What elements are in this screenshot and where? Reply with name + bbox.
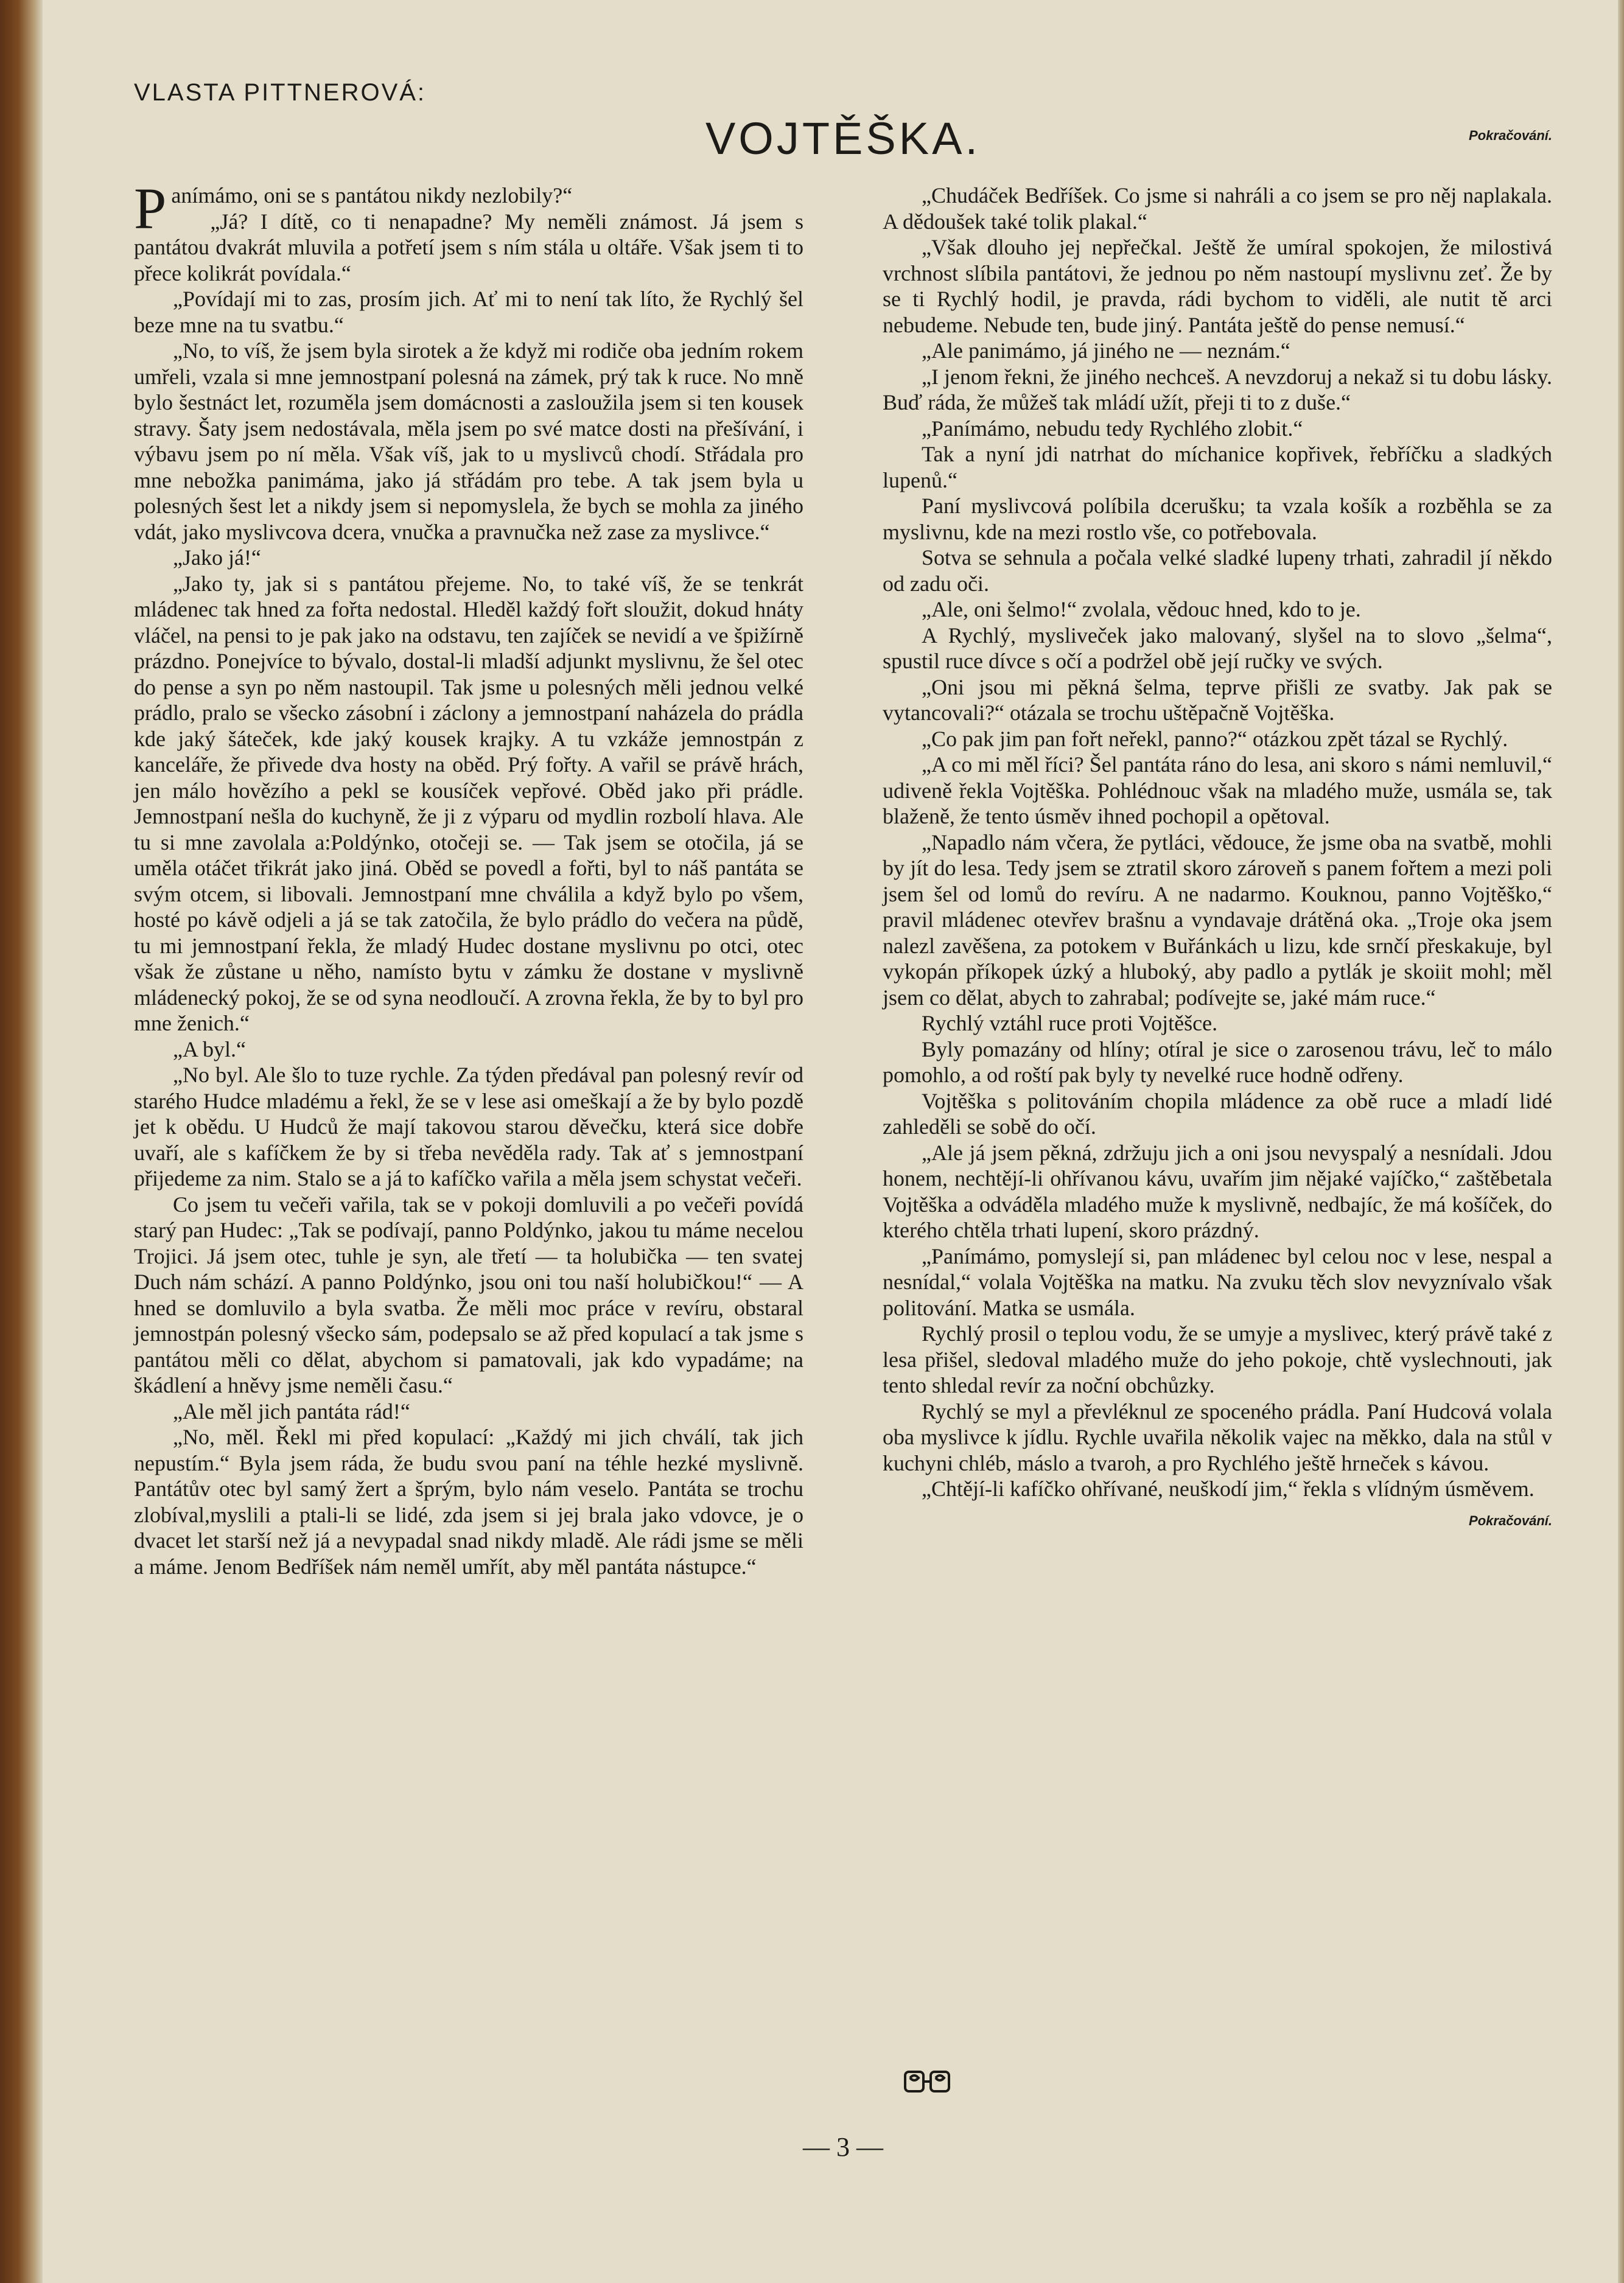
page-number: — 3 — [803, 2132, 883, 2162]
paragraph: Co jsem tu večeři vařila, tak se v pokoji domluvili a po večeři povídá starý pan Hudec: „Tak se podívají, panno Poldýnko, jakou tu máme necelou Trojici. Já jsem otec, tuhle je syn, ale třetí — ta holubička — ten svatej Duch nám schází. A panno Poldýnko, jsou oni tou naší holubičkou!“ — A hned se domluvilo a byla svatba. Že měli moc práce v revíru, obstaral jemnostpán polesný všecko sám, podepsalo se až před kopulací a tak jsme s pantátou měli co dělat, abychom si pamatovali, jak kdo vypadáme; na škádlení a hněvy jsme neměli času.“ [134, 1192, 803, 1397]
paragraph: „Panímámo, nebudu tedy Rychlého zlobit.“ [922, 416, 1303, 441]
paragraph: Rychlý prosil o teplou vodu, že se umyje a myslivec, který právě také z lesa přišel, sledoval mladého muže do jeho pokoje, chtě vyslechnouti, jak tento shledal revír za noční obchůzky. [883, 1321, 1552, 1397]
paragraph: „Chtějí-li kafíčko ohřívané, neuškodí jim,“ řekla s vlídným úsměvem. [922, 1477, 1535, 1501]
book-binding-edge [0, 0, 43, 2283]
paragraph: „Ale měl jich pantáta rád!“ [173, 1399, 410, 1424]
continued-label-top: Pokračování. [1469, 128, 1552, 143]
paragraph: „I jenom řekni, že jiného nechceš. A nevzdoruj a nekaž si tu dobu lásky. Buď ráda, že můžeš tak mládí užít, přeji ti to z duše.“ [883, 364, 1552, 414]
drop-cap: P [134, 176, 167, 241]
paragraph: „No, to víš, že jsem byla sirotek a že když mi rodiče oba jedním rokem umřeli, vzala si mne jemnostpaní polesná na zámek, prý tak k ruce. No mně bylo šestnáct let, rozuměla jsem domácnosti a zasloužila jsem si ten kousek stravy. Šaty jsem nedostávala, měla jsem po své matce dosti na přešívání, i výbavu jsem po ní měla. Však víš, jak to u myslivců chodí. Střádala pro mne nebožka panimáma, jako já střádám pro tebe. A tak jsem byla u polesných šest let a nikdy jsem si nepomyslela, že bych se mohla za jiného vdát, jako myslivcova dcera, vnučka a pravnučka než zase za myslivce.“ [134, 338, 803, 544]
paragraph: „Však dlouho jej nepřečkal. Ještě že umíral spokojen, že milostivá vrchnost slíbila pantátovi, že jednou po něm nastoupí myslivnu zeť. Že by se ti Rychlý hodil, je pravda, rádi bychom to viděli, ale nutit tě arci nebudeme. Nebude ten, bude jiný. Pantáta ještě do pense nemusí.“ [883, 235, 1552, 337]
author-name: VLASTA PITTNEROVÁ: [134, 79, 427, 106]
page-content [134, 79, 1552, 2234]
paragraph: Byly pomazány od hlíny; otíral je sice o zarosenou trávu, leč to málo pomohlo, a od roští pak byly ty nevelké ruce hodně odřeny. [883, 1037, 1552, 1087]
paragraph: „Panímámo, pomyslejí si, pan mládenec byl celou noc v lese, nespal a nesnídal,“ volala Vojtěška na matku. Na zvuku těch slov nevyznívalo však politování. Matka se usmála. [883, 1243, 1552, 1320]
ornament-icon [903, 2068, 951, 2096]
paragraph: „A co mi měl říci? Šel pantáta ráno do lesa, ani skoro s námi nemluvil,“ udiveně řekla Vojtěška. Pohlédnouc však na mladého muže, usmála se, tak blaženě, že tento úsměv ihned pochopil a opětoval. [883, 752, 1552, 828]
page [43, 0, 1618, 2283]
paragraph: „Oni jsou mi pěkná šelma, teprve přišli ze svatby. Jak pak se vytancovali?“ otázala se trochu uštěpačně Vojtěška. [883, 674, 1552, 725]
article-title: VOJTĚŠKA. [705, 113, 981, 164]
paragraph: „Napadlo nám včera, že pytláci, vědouce, že jsme oba na svatbě, mohli by jít do lesa. Tedy jsem se ztratil skoro zároveň s panem fořtem a mezi poli jsem šel od lomů do revíru. A ne nadarmo. Kouknou, panno Vojtěško,“ pravil mládenec otevřev brašnu a vyndavaje drátěná oka. „Troje oka jsem nalezl zavěšena, za potokem v Buřánkách u lizu, kde srnčí přeskakuje, byl vykopán příkopek úzký a hluboký, aby padlo a pytlák je skoiit mohl; měl jsem co dělat, abych to zahrabal; podívejte se, jaké mám ruce.“ [883, 830, 1552, 1010]
paragraph: Rychlý vztáhl ruce proti Vojtěšce. [922, 1011, 1218, 1035]
paragraph: Paní myslivcová políbila dcerušku; ta vzala košík a rozběhla se za myslivnu, kde na mezi rostlo vše, co potřebovala. [883, 494, 1552, 544]
paragraph: „Jako já!“ [173, 545, 261, 570]
article-column-left [134, 176, 803, 1579]
paragraph: „No, měl. Řekl mi před kopulací: „Každý mi jich chválí, tak jich nepustím.“ Byla jsem ráda, že budu svou paní na téhle hezké myslivně. Pantátův otec byl samý žert a šprým, bylo nám veselo. Pantáta se trochu zlobíval,myslili a ptali-li se lidé, zda jsem si jej brala jako vdovce, je o dvacet let starší než já a nevypadal snad nikdy mladě. Ale rádi jsme se měli a máme. Jenom Bedříšek nám neměl umřít, aby měl pantáta nástupce.“ [134, 1425, 803, 1579]
paragraph: „Ale já jsem pěkná, zdržuju jich a oni jsou nevyspalý a nesnídali. Jdou honem, nechtějí-li ohřívanou kávu, uvařím jim nějaké vajíčko,“ zaštěbetala Vojtěška a odváděla mladého muže k myslivně, nedbajíc, že má košíček, do kterého chtěla trhati lupení, skoro prázdný. [883, 1140, 1552, 1242]
article-column-right [883, 183, 1552, 1534]
paragraph: Sotva se sehnula a počala velké sladké lupeny trhati, zahradil jí někdo od zadu oči. [883, 545, 1552, 596]
paragraph: „No byl. Ale šlo to tuze rychle. Za týden předával pan polesný revír od starého Hudce mladému a řekl, že se v lese asi omeškají a že by bylo pozdě jet k obědu. U Hudců že mají takovou starou děvečku, která sice dobře uvaří, ale s kafíčkem že by si třeba nevěděla rady. Tak ať s jemnostpaní přijedeme za nim. Stalo se a já to kafíčko vařila a měla jsem schystat večeři. [134, 1063, 803, 1190]
paragraph: Rychlý se myl a převléknul ze spoceného prádla. Paní Hudcová volala oba myslivce k jídlu. Rychle uvařila několik vajec na měkko, dala na stůl v kuchyni chléb, máslo a tvaroh, a pro Rychlého ještě hrneček s kávou. [883, 1399, 1552, 1475]
paragraph: „A byl.“ [173, 1037, 246, 1061]
paragraph: A Rychlý, mysliveček jako malovaný, slyšel na to slovo „šelma“, spustil ruce dívce s očí a podržel obě její ručky ve svých. [883, 623, 1552, 673]
paragraph: Vojtěška s politováním chopila mládence za obě ruce a mladí lidé zahleděli se sobě do očí. [883, 1088, 1552, 1139]
continued-label-bottom: Pokračování. [1469, 1512, 1552, 1528]
paragraph: Tak a nyní jdi natrhat do míchanice kopřivek, řebříčku a sladkých lupenů.“ [883, 442, 1552, 492]
paragraph: „Co pak jim pan fořt neřekl, panno?“ otázkou zpět tázal se Rychlý. [922, 726, 1508, 751]
paragraph: „Ale, oni šelmo!“ zvolala, vědouc hned, kdo to je. [922, 597, 1361, 621]
paragraph: Panímámo, oni se s pantátou nikdy nezlobily?“ [134, 176, 573, 241]
paragraph: „Já? I dítě, co ti nenapadne? My neměli známost. Já jsem s pantátou dvakrát mluvila a potřetí jsem s ním stála u oltáře. Však jsem ti to přece kolikrát povídala.“ [134, 209, 803, 285]
paragraph: „Chudáček Bedříšek. Co jsme si nahráli a co jsem se pro něj naplakala. A dědoušek také tolik plakal.“ [883, 183, 1552, 234]
paragraph: „Jako ty, jak si s pantátou přejeme. No, to také víš, že se tenkrát mládenec tak hned za fořta nedostal. Hleděl každý fořt sloužit, dokud hnáty vláčel, na pensi to je pak jako na odstavu, ten zajíček se nevidí a ve špižírně prázdno. Ponejvíce to bývalo, dostal-li mladší adjunkt myslivnu, že šel otec do pense a syn po něm nastoupil. Tak jsme u polesných měli jednou velké prádlo, pralo se všecko zásobní i záclony a jemnostpaní naházela do prádla kde jaký šáteček, kde jaký kousek krajky. A tu vzkáže jemnostpán z kanceláře, že přivede dva hosty na oběd. Prý fořty. A vařil se právě hrách, jen málo hovězího a pekl se kousíček vepřové. Oběd jako při prádle. Jemnostpaní nešla do kuchyně, že ji z výparu od mydlin rozbolí hlava. Ale tu si mne zavolala a:Poldýnko, otočeji se. — Tak jsem se otočila, já se uměla otáčet třikrát jako jiná. Oběd se povedl a fořti, byl to náš pantáta se svým otcem, si libovali. Jemnostpaní mne chválila a když bylo po všem, hosté po kávě odjeli a já se tak zatočila, že bylo prádlo do večera na půdě, tu mi jemnostpaní řekla, že mladý Hudec dostane myslivnu po otci, otec však že zůstane u něho, namísto bytu v zámku že dostane v myslivně mládenecký pokoj, že se od syna neodloučí. A zrovna řekla, že by to byl pro mne ženich.“ [134, 571, 803, 1035]
paragraph: „Ale panimámo, já jiného ne — neznám.“ [922, 338, 1290, 363]
page-edge-right [1618, 0, 1624, 2283]
paragraph: „Povídají mi to zas, prosím jich. Ať mi to není tak líto, že Rychlý šel beze mne na tu svatbu.“ [134, 287, 803, 337]
